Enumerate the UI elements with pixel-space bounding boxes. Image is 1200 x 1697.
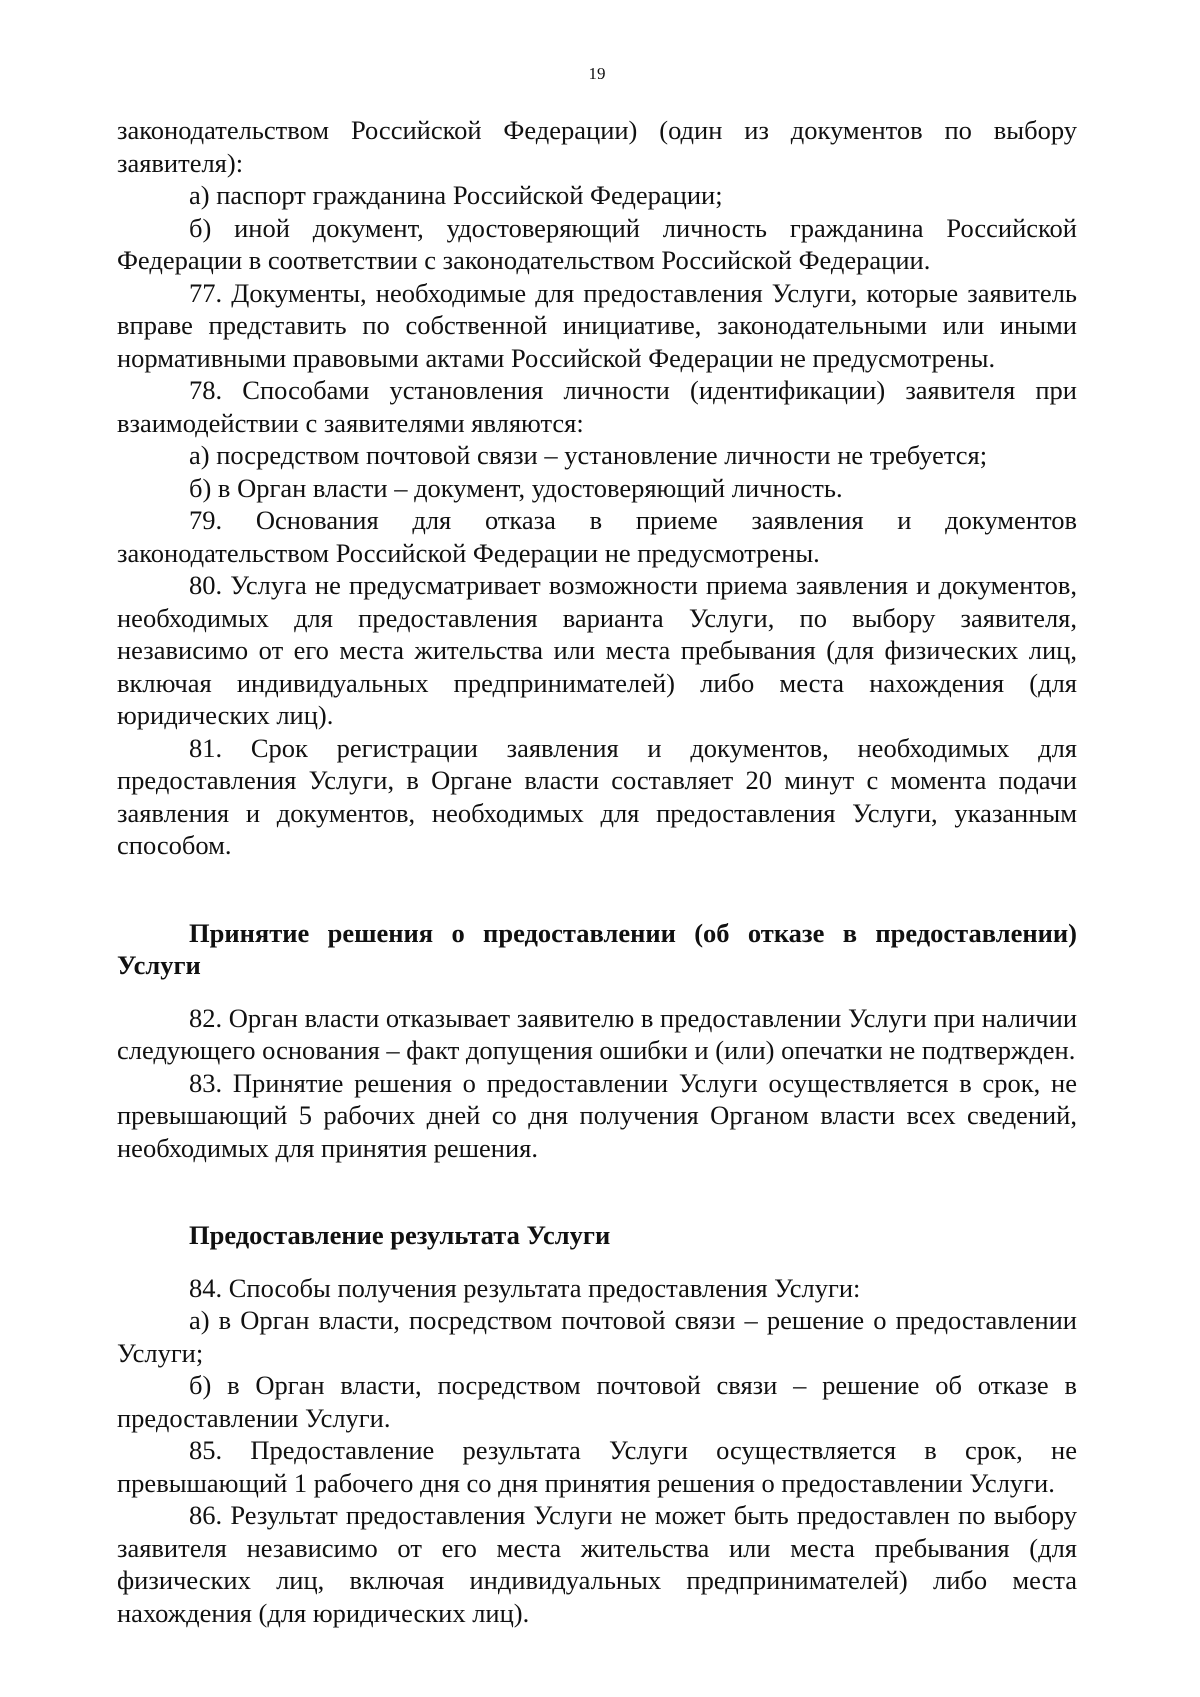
spacer [117,862,1077,917]
section-heading-decision: Принятие решения о предоставлении (об отказе в предоставлении) Услуги [117,917,1077,980]
paragraph: 86. Результат предоставления Услуги не может быть предоставлен по выбору заявителя независимо от его места жительства или места пребывания (для физических лиц, включая индивидуальных предпринимателей) либо места нахождения (для юридических лиц). [117,1500,1077,1628]
paragraph: б) иной документ, удостоверяющий личность гражданина Российской Федерации в соответствии с законодательством Российской Федерации. [117,212,1077,275]
paragraph: 82. Орган власти отказывает заявителю в предоставлении Услуги при наличии следующего основания – факт допущения ошибки и (или) опечатки не подтвержден. [117,1002,1077,1065]
document-body [117,114,1077,1629]
paragraph: а) в Орган власти, посредством почтовой связи – решение о предоставлении Услуги; [117,1305,1077,1368]
spacer [117,982,1077,1002]
paragraph: 79. Основания для отказа в приеме заявления и документов законодательством Российской Федерации не предусмотрены. [117,505,1077,568]
paragraph: б) в Орган власти – документ, удостоверяющий личность. [189,472,843,503]
paragraph: б) в Орган власти, посредством почтовой связи – решение об отказе в предоставлении Услуги. [117,1370,1077,1433]
paragraph: а) паспорт гражданина Российской Федерации; [189,180,723,210]
page-number: 19 [588,64,606,83]
paragraph: 85. Предоставление результата Услуги осуществляется в срок, не превышающий 1 рабочего дня со дня принятия решения о предоставлении Услуги. [117,1435,1077,1498]
paragraph: 77. Документы, необходимые для предоставления Услуги, которые заявитель вправе представить по собственной инициативе, законодательными или иными нормативными правовыми актами Российской Федерации не предусмотрены. [117,277,1077,373]
paragraph: а) посредством почтовой связи – установление личности не требуется; [189,440,988,470]
paragraph: 83. Принятие решения о предоставлении Услуги осуществляется в срок, не превышающий 5 рабочих дней со дня получения Органом власти всех сведений, необходимых для принятия решения. [117,1067,1077,1163]
paragraph: 84. Способы получения результата предоставления Услуги: [189,1272,861,1303]
paragraph: 81. Срок регистрации заявления и документов, необходимых для предоставления Услуги, в Органе власти составляет 20 минут с момента подачи заявления и документов, необходимых для предоставления Услуги, указанным способом. [117,732,1077,860]
spacer [117,1252,1077,1272]
paragraph: 80. Услуга не предусматривает возможности приема заявления и документов, необходимых для предоставления варианта Услуги, по выбору заявителя, независимо от его места жительства или места пребывания (для физических лиц, включая индивидуальных предпринимателей) либо места нахождения (для юридических лиц). [117,570,1077,730]
paragraph: 78. Способами установления личности (идентификации) заявителя при взаимодействии с заявителями являются: [117,375,1077,438]
section-result [117,1272,1077,1630]
spacer [117,1164,1077,1219]
section-heading-result: Предоставление результата Услуги [189,1220,611,1250]
section-decision [117,1002,1077,1165]
section-identity-documents [117,114,1077,862]
paragraph: законодательством Российской Федерации) (один из документов по выбору заявителя): [117,115,1077,178]
